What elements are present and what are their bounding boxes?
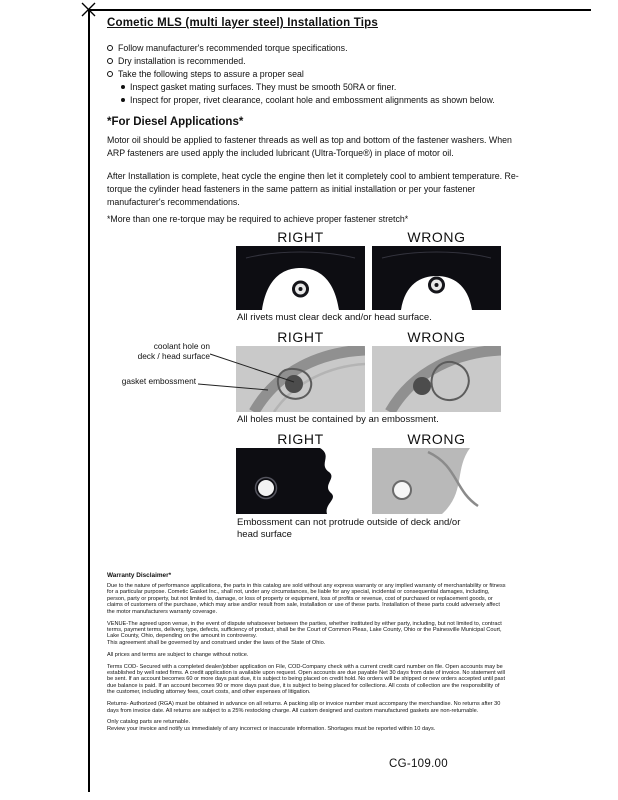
warranty-heading: Warranty Disclaimer* [107, 572, 172, 579]
diagram-caption: All holes must be contained by an embossment. [237, 414, 439, 425]
terms-cod-paragraph: Terms COD- Secured with a completed dealer/jobber application on File, COD-Company check with a current credit card number on file. Open accounts may be established by well rated firms. A credit application is available upon request. Open accounts are due payable Net 30 days from date of invoice. No statement will be sent. If an account becomes 60 or more days past due, it is subject to being placed on credit hold. No orders will be shipped or new orders accepted until past due balance is paid. If an account becomes 90 or more days past due, it is subject to being placed for collections. All costs of collection are the responsibility of the customer, including attorney fees, court costs, and other expenses of litigation. [107, 663, 506, 696]
hollow-bullet-icon [107, 45, 113, 51]
filled-bullet-icon [121, 98, 125, 102]
filled-bullet-icon [121, 85, 125, 89]
gasket-embossment-callout: gasket embossment [121, 376, 196, 386]
embossment-wrong-diagram [372, 448, 501, 514]
diesel-paragraph: After Installation is complete, heat cycle the engine then let it completely cool to ambient temperature. Re-torque the cylinder head fasteners in the same pattern as initial installation or per your fastener manufacturer's recommendations. [107, 171, 519, 207]
tips-list [107, 43, 495, 108]
rivet-clearance-wrong-diagram [372, 246, 501, 310]
list-item [107, 43, 495, 53]
tip-text: Inspect for proper, rivet clearance, coolant hole and embossment alignments as shown below. [130, 95, 495, 105]
callout-text: deck / head surface [137, 350, 210, 361]
warranty-section [107, 572, 507, 738]
wrong-label: WRONG [407, 229, 466, 245]
governing-law-line: This agreement shall be governed by and construed under the laws of the State of Ohio. [107, 639, 326, 646]
crop-mark-x-icon [81, 2, 96, 17]
prices-terms-line: All prices and terms are subject to change without notice. [107, 651, 249, 658]
tip-text: Follow manufacturer's recommended torque specifications. [118, 43, 348, 53]
diesel-applications-heading: *For Diesel Applications* [107, 116, 244, 128]
warranty-paragraph: Due to the nature of performance applications, the parts in this catalog are sold without any express warranty or any implied warranty of merchantability or fitness for a particular purpose. Cometic Gasket Inc., shall not, under any circumstances, be liable for any special, incidental or consequential damages, including, person, party or property, but not limited to, damage, or loss of property or equipment, loss of profits or revenue, cost of purchased or replacement goods, or claims of customers of the purchase, which may arise and/or result from sale, installation or use of these parts. Installation of these parts could adversely affect the motor manufacturers warranty coverage. [107, 583, 506, 615]
tip-text: Take the following steps to assure a proper seal [118, 69, 304, 79]
diagram-caption: All rivets must clear deck and/or head surface. [237, 312, 432, 323]
diesel-paragraph: Motor oil should be applied to fastener threads as well as top and bottom of the fastener washers. When ARP fasteners are used apply the included lubricant (Ultra-Torque®) in place of motor oil. [107, 135, 512, 158]
diagram-caption: Embossment can not protrude outside of deck and/or head surface [237, 517, 461, 540]
right-label: RIGHT [277, 229, 324, 245]
trim-line-left [88, 9, 90, 792]
list-item [121, 82, 495, 92]
list-item [107, 69, 495, 79]
page-number: CG-109.00 [389, 758, 448, 770]
retorque-note: *More than one re-torque may be required to achieve proper fastener stretch* [107, 214, 409, 224]
wrong-label: WRONG [407, 431, 466, 447]
review-invoice-line: Review your invoice and notify us immediately of any incorrect or inaccurate information. Shortages must be reported within 10 days. [107, 725, 436, 732]
hollow-bullet-icon [107, 58, 113, 64]
returnable-line: Only catalog parts are returnable. [107, 719, 191, 726]
right-label: RIGHT [277, 431, 324, 447]
page-title: Cometic MLS (multi layer steel) Installation Tips [107, 17, 378, 29]
list-item [121, 95, 495, 105]
callout-leader-lines [196, 346, 300, 398]
embossment-right-diagram [236, 448, 365, 514]
hollow-bullet-icon [107, 71, 113, 77]
callout-text: coolant hole on [153, 341, 210, 351]
coolant-hole-wrong-diagram [372, 346, 501, 412]
right-label: RIGHT [277, 329, 324, 345]
venue-paragraph: VENUE-The agreed upon venue, in the event of dispute whatsoever between the parties, whether instituted by either party, including, but not limited to, contract terms, payment terms, delivery, type, defects, sufficiency of product, shall be the Court of Common Pleas, Lake County, Ohio or the Painesville Municipal Court, Lake County, Ohio, depending on the amount in controversy. [107, 620, 502, 640]
trim-line-top [88, 9, 591, 11]
list-item [107, 56, 495, 66]
returns-paragraph: Returns- Authorized (RGA) must be obtained in advance on all returns. A packing slip or invoice number must accompany the merchandise. No returns after 30 days from invoice date. All returns are subject to a 25% restocking charge. All custom designed and custom manufactured gaskets are non-returnable. [107, 701, 501, 714]
tip-text: Dry installation is recommended. [118, 56, 246, 66]
wrong-label: WRONG [407, 329, 466, 345]
rivet-clearance-right-diagram [236, 246, 365, 310]
tip-text: Inspect gasket mating surfaces. They must be smooth 50RA or finer. [130, 82, 397, 92]
